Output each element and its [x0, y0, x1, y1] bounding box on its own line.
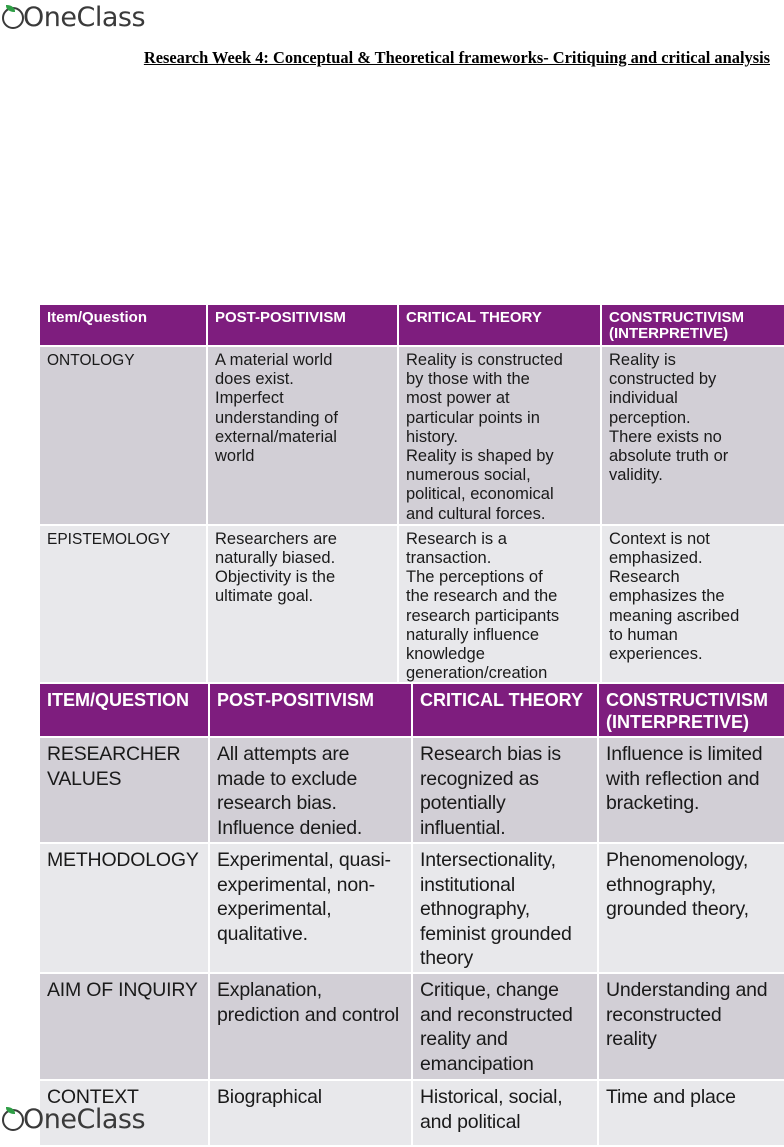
header-item-question: ITEM/QUESTION [39, 683, 209, 737]
cell-constructivism: Phenomenology, ethnography, grounded theory, [598, 843, 784, 973]
cell-post-positivism: All attempts are made to exclude research bias. Influence denied. [209, 737, 412, 843]
row-label: RESEARCHER VALUES [39, 737, 209, 843]
table-row-context [39, 1080, 784, 1146]
oneclass-logo-bottom [2, 1106, 145, 1133]
header-constructivism: CONSTRUCTIVISM (INTERPRETIVE) [601, 304, 784, 346]
cell-post-positivism: A material world does exist. Imperfect understanding of external/material world [207, 346, 398, 525]
table-header-row [39, 683, 784, 737]
row-label: METHODOLOGY [39, 843, 209, 973]
table-row-researcher-values [39, 737, 784, 843]
row-label: AIM OF INQUIRY [39, 973, 209, 1080]
header-critical-theory: CRITICAL THEORY [412, 683, 598, 737]
cell-critical-theory: Research is a transaction. The perceptions of the research and the research participants naturally influence knowledge generation/creation [398, 525, 601, 685]
oneclass-logo-top [2, 4, 145, 31]
header-constructivism: CONSTRUCTIVISM (INTERPRETIVE) [598, 683, 784, 737]
cell-critical-theory: Critique, change and reconstructed reality and emancipation [412, 973, 598, 1080]
header-post-positivism: POST-POSITIVISM [207, 304, 398, 346]
table-row-ontology [39, 346, 784, 525]
oneclass-logo-text: OneClass [23, 1104, 146, 1135]
oneclass-leaf-icon [2, 1109, 24, 1131]
cell-constructivism: Reality is constructed by individual perception. There exists no absolute truth or validity. [601, 346, 784, 525]
frameworks-table-1 [38, 303, 784, 685]
document-heading: Research Week 4: Conceptual & Theoretical frameworks- Critiquing and critical analysis [143, 48, 770, 67]
row-label: ONTOLOGY [39, 346, 207, 525]
cell-critical-theory: Research bias is recognized as potentially influential. [412, 737, 598, 843]
cell-post-positivism: Experimental, quasi- experimental, non- experimental, qualitative. [209, 843, 412, 973]
table-row-aim-of-inquiry [39, 973, 784, 1080]
cell-critical-theory: Historical, social, and political [412, 1080, 598, 1146]
header-post-positivism: POST-POSITIVISM [209, 683, 412, 737]
oneclass-leaf-icon [2, 7, 24, 29]
table-row-epistemology [39, 525, 784, 685]
header-item-question: Item/Question [39, 304, 207, 346]
cell-constructivism: Understanding and reconstructed reality [598, 973, 784, 1080]
cell-constructivism: Context is not emphasized. Research emphasizes the meaning ascribed to human experiences. [601, 525, 784, 685]
cell-post-positivism: Biographical [209, 1080, 412, 1146]
header-critical-theory: CRITICAL THEORY [398, 304, 601, 346]
cell-critical-theory: Reality is constructed by those with the most power at particular points in history. Reality is shaped by numerous social, political, economical and cultural forces. [398, 346, 601, 525]
cell-post-positivism: Explanation, prediction and control [209, 973, 412, 1080]
row-label: EPISTEMOLOGY [39, 525, 207, 685]
cell-critical-theory: Intersectionality, institutional ethnography, feminist grounded theory [412, 843, 598, 973]
row-label: CONTEXT [39, 1080, 209, 1146]
cell-constructivism: Time and place [598, 1080, 784, 1146]
cell-constructivism: Influence is limited with reflection and bracketing. [598, 737, 784, 843]
oneclass-logo-text: OneClass [23, 2, 146, 33]
cell-post-positivism: Researchers are naturally biased. Objectivity is the ultimate goal. [207, 525, 398, 685]
table-row-methodology [39, 843, 784, 973]
frameworks-table-2 [38, 682, 784, 1147]
table-header-row [39, 304, 784, 346]
